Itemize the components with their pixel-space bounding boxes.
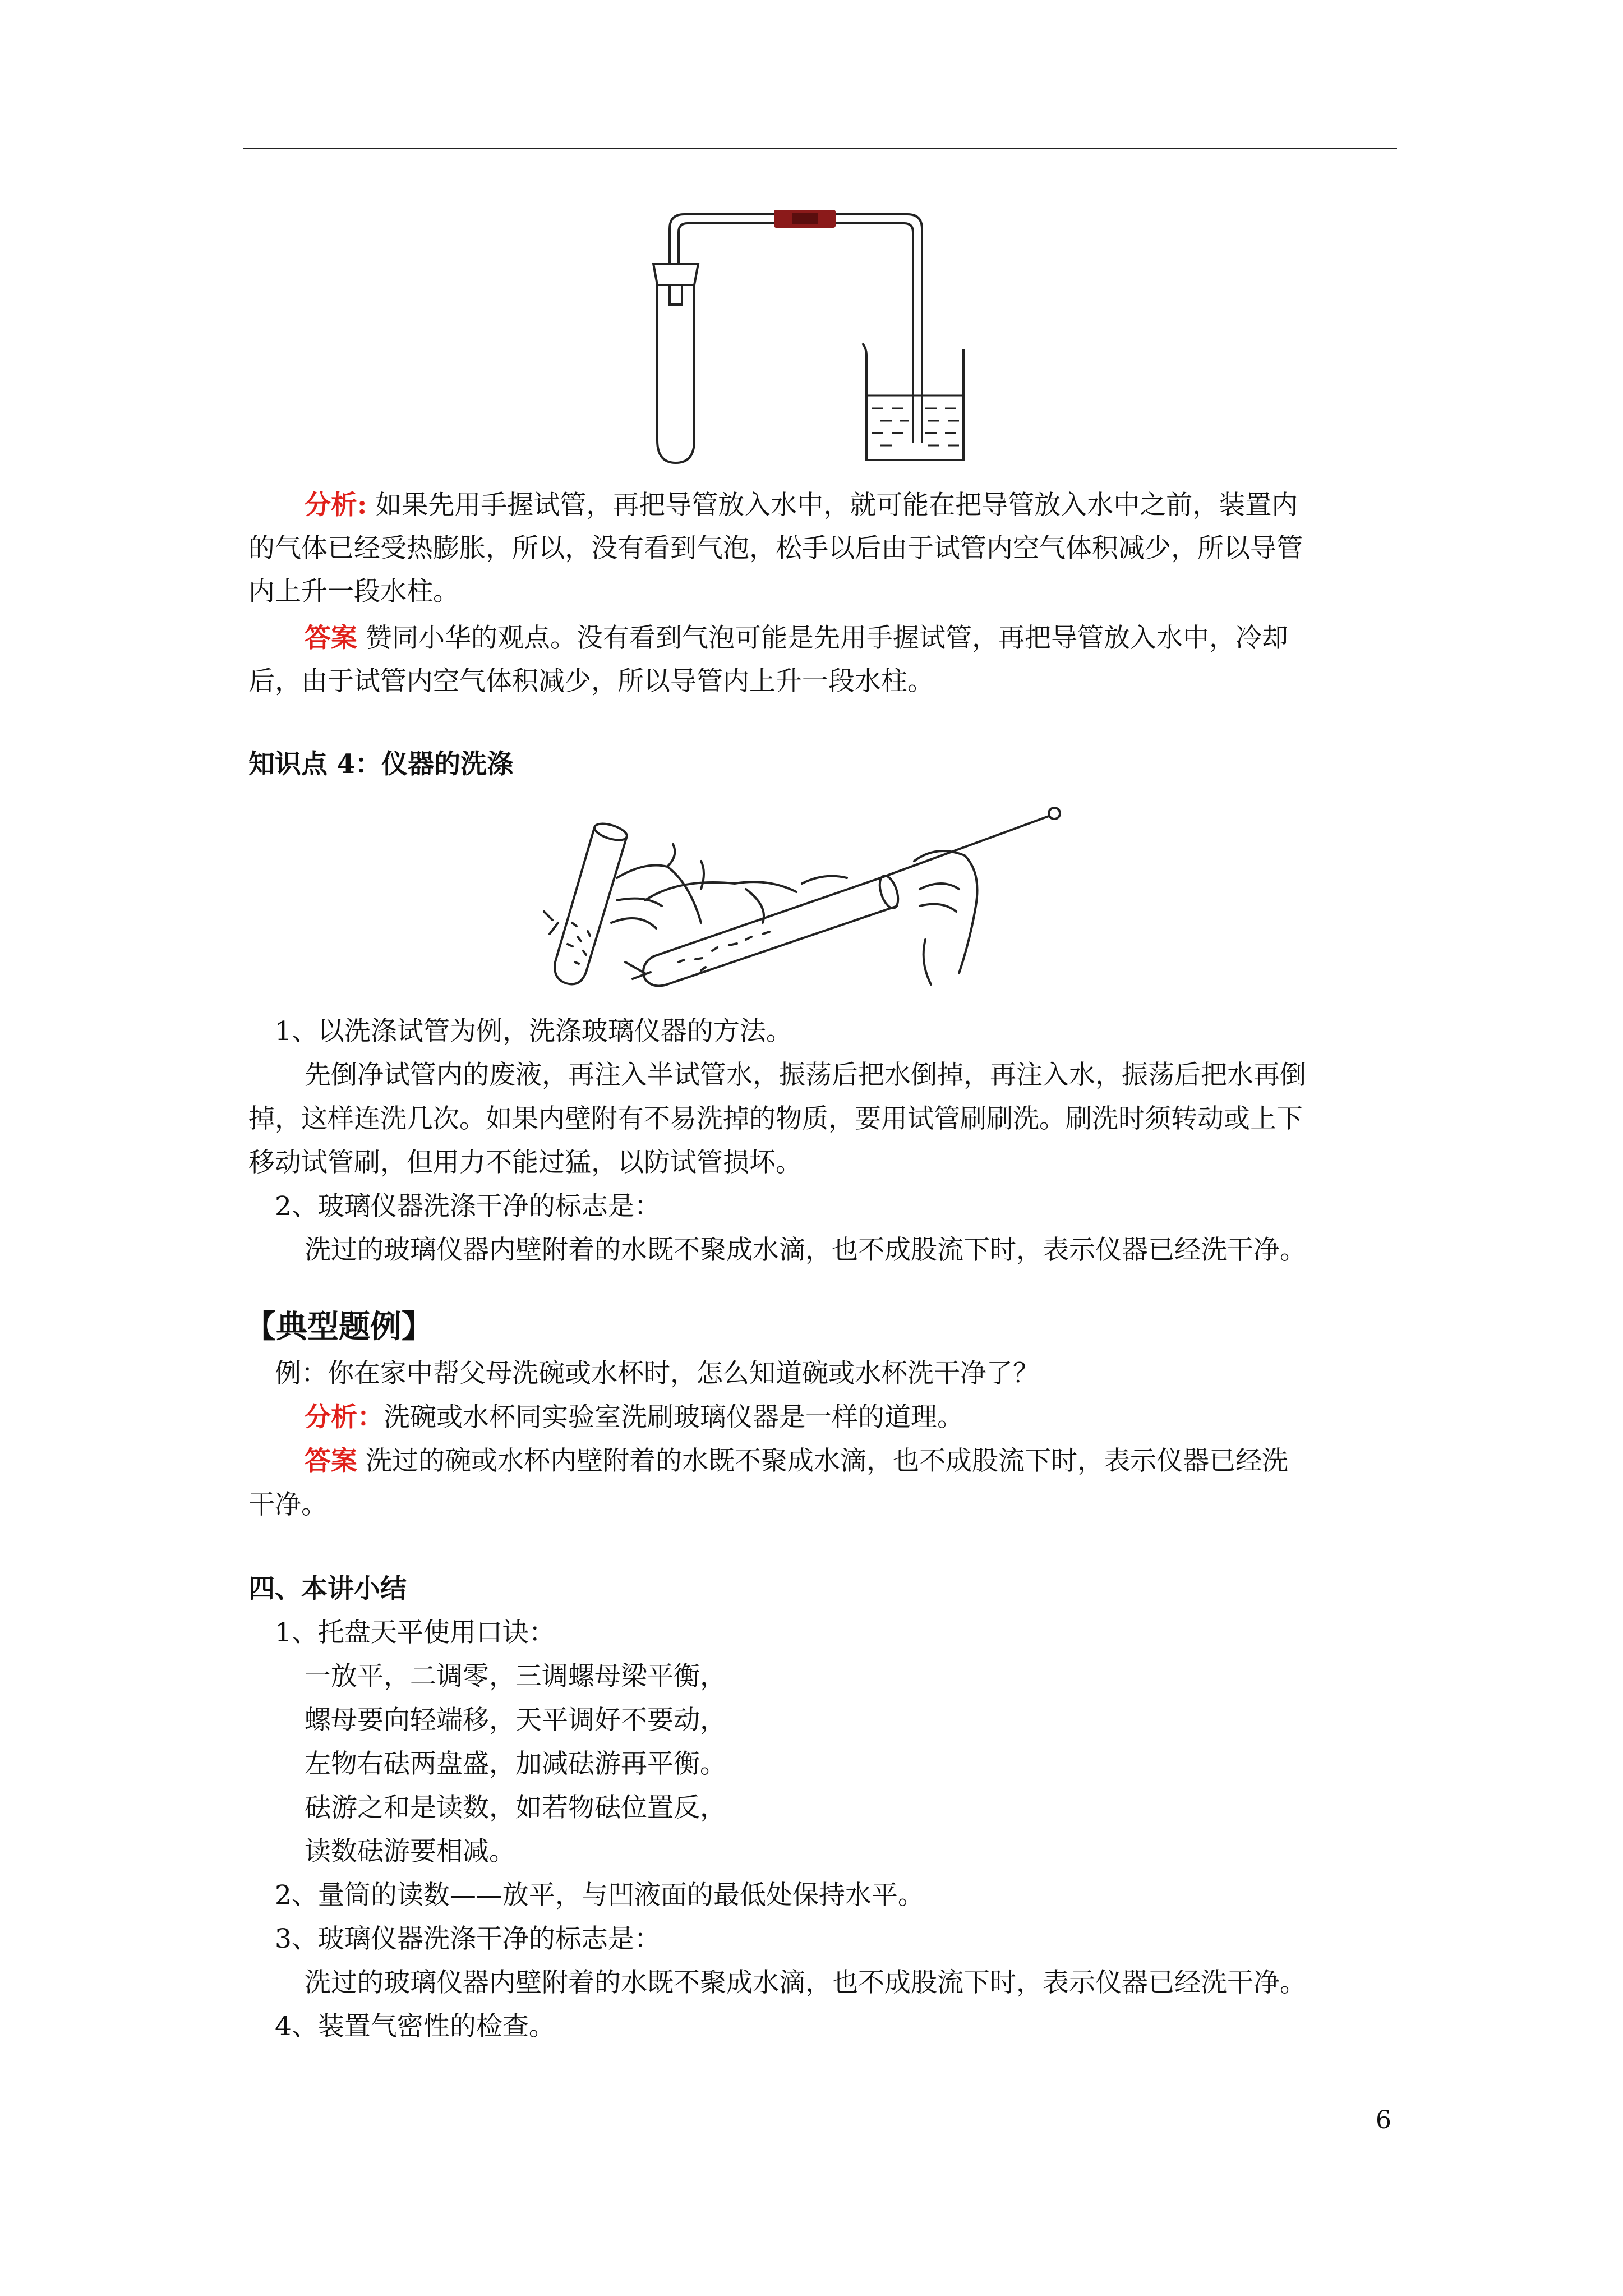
- typical-analysis-text: 洗碗或水杯同实验室洗刷玻璃仪器是一样的道理。: [384, 1402, 963, 1433]
- typical-analysis: [305, 1399, 963, 1436]
- knowledge4-item1-line-3: 移动试管刷，但用力不能过猛，以防试管损坏。: [248, 1147, 802, 1178]
- knowledge4-item1-title: 1、以洗涤试管为例，洗涤玻璃仪器的方法。: [275, 1016, 792, 1047]
- summary-rhyme-4: 砝游之和是读数，如若物砝位置反，: [305, 1792, 726, 1823]
- answer1-text-1: 赞同小华的观点。没有看到气泡可能是先用手握试管，再把导管放入水中，冷却: [365, 623, 1288, 654]
- knowledge4-item1-line-1: 先倒净试管内的废液，再注入半试管水，振荡后把水倒掉，再注入水，振荡后把水再倒: [305, 1060, 1306, 1091]
- knowledge4-item1-line-2: 掉，这样连洗几次。如果内壁附有不易洗掉的物质，要用试管刷刷洗。刷洗时须转动或上下: [248, 1103, 1303, 1134]
- summary-item1: 1、托盘天平使用口诀：: [275, 1617, 555, 1648]
- analysis1-line-3: 内上升一段水柱。: [248, 576, 459, 607]
- page-number: 6: [1376, 2106, 1391, 2134]
- analysis1-line-1: 分析: 如果先用手握试管，再把导管放入水中，就可能在把导管放入水中之前，装置内: [305, 490, 1298, 521]
- typical-answer-label: 答案: [305, 1446, 357, 1476]
- answer1-line-1: [305, 620, 1288, 657]
- summary-item4: 4、装置气密性的检查。: [275, 2011, 555, 2042]
- summary-item3-text: 洗过的玻璃仪器内壁附着的水既不聚成水滴，也不成股流下时，表示仪器已经洗干净。: [305, 1967, 1306, 1998]
- summary-item3: 3、玻璃仪器洗涤干净的标志是：: [275, 1924, 661, 1954]
- typical-question: 例：你在家中帮父母洗碗或水杯时，怎么知道碗或水杯洗干净了？: [275, 1358, 1039, 1389]
- apparatus-figure: [645, 202, 981, 471]
- answer1-line-2: 后，由于试管内空气体积减少，所以导管内上升一段水柱。: [248, 666, 934, 697]
- knowledge4-item2-text: 洗过的玻璃仪器内壁附着的水既不聚成水滴，也不成股流下时，表示仪器已经洗干净。: [305, 1235, 1306, 1266]
- summary-rhyme-2: 螺母要向轻端移，天平调好不要动，: [305, 1705, 726, 1736]
- typical-answer-line-2: 干净。: [248, 1489, 328, 1520]
- header-rule: [243, 148, 1397, 149]
- summary-item2: 2、量筒的读数——放平，与凹液面的最低处保持水平。: [275, 1880, 924, 1911]
- summary-title: 四、本讲小结: [248, 1573, 407, 1604]
- typical-answer-text-1: 洗过的碗或水杯内壁附着的水既不聚成水滴，也不成股流下时，表示仪器已经洗: [365, 1446, 1288, 1476]
- washing-figure: [533, 794, 1116, 1001]
- answer1-label: 答案: [305, 623, 357, 654]
- typical-title: 【典型题例】: [245, 1308, 433, 1345]
- typical-answer-line-1: [305, 1443, 1288, 1480]
- knowledge4-title: 知识点 4：仪器的洗涤: [248, 749, 514, 780]
- analysis1-text-1: 如果先用手握试管，再把导管放入水中，就可能在把导管放入水中之前，装置内: [375, 490, 1298, 521]
- analysis1-line-2: 的气体已经受热膨胀，所以，没有看到气泡，松手以后由于试管内空气体积减少，所以导管: [248, 533, 1303, 564]
- summary-rhyme-3: 左物右砝两盘盛，加减砝游再平衡。: [305, 1749, 726, 1779]
- knowledge4-item2-title: 2、玻璃仪器洗涤干净的标志是：: [275, 1191, 661, 1222]
- typical-analysis-label: 分析：: [305, 1402, 384, 1433]
- summary-rhyme-5: 读数砝游要相减。: [305, 1836, 515, 1867]
- analysis1-label: 分析: [305, 490, 357, 521]
- summary-rhyme-1: 一放平，二调零，三调螺母梁平衡，: [305, 1661, 726, 1692]
